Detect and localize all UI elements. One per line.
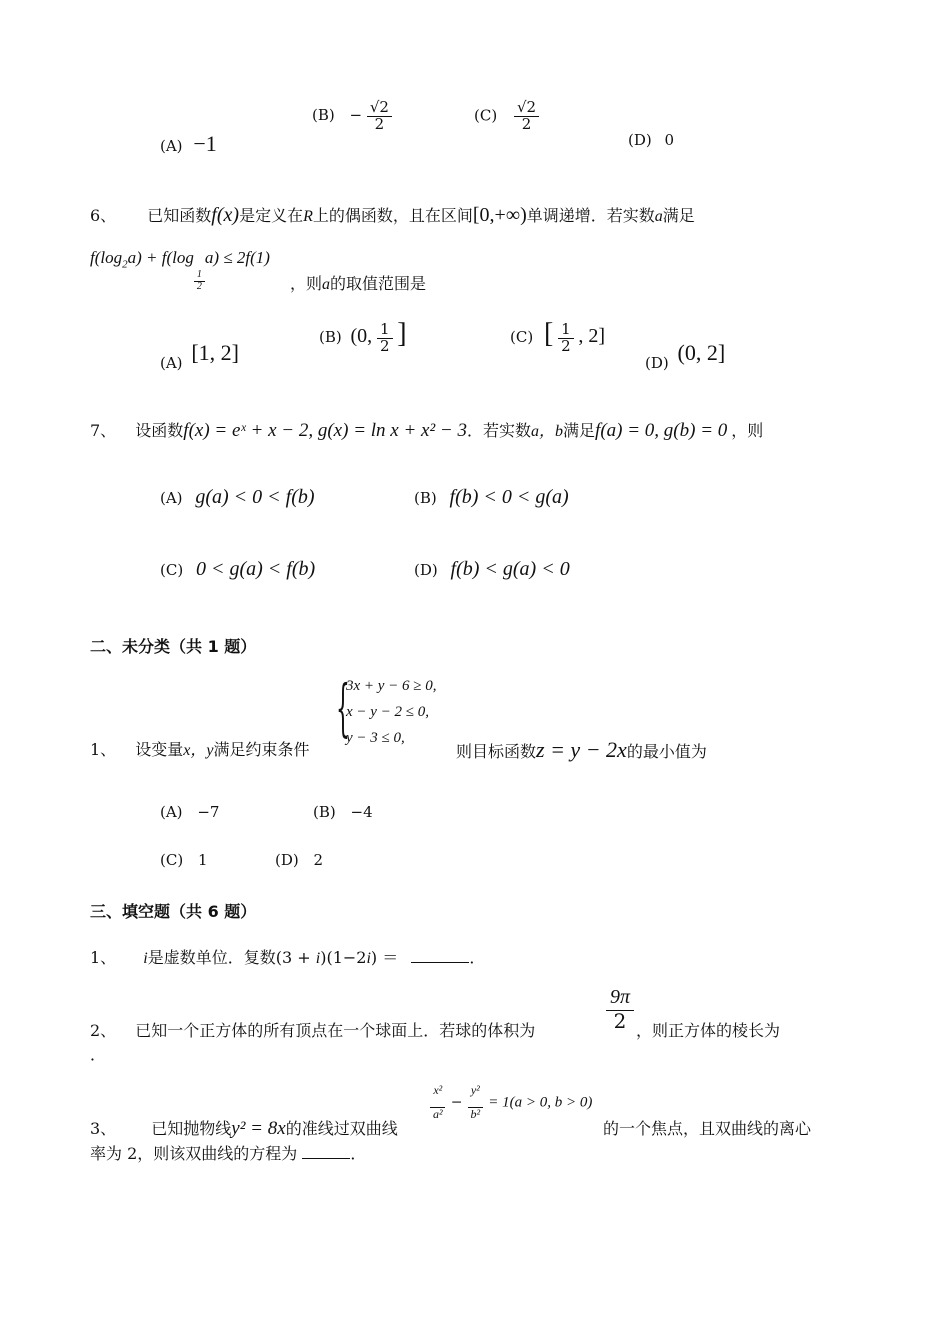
inequality-part: a) + f(log [127,248,194,267]
section3-question-3-line-1 [90,1116,398,1140]
fraction-denominator: 2 [196,280,202,292]
variable: i [315,950,321,967]
fraction-denominator: 2 [379,336,390,355]
question-text: 已知函数 [147,206,212,225]
option-label: (A) [160,489,183,507]
option-fraction [377,319,393,355]
fraction-numerator: 1 [377,322,393,339]
constraint-2: x − y − 2 ≤ 0, [346,704,430,720]
question-text: )(1−2 [320,948,367,967]
inequality [90,248,270,292]
question-text: ． [350,1144,367,1163]
section3-question-3-line-1-tail [603,1116,811,1139]
variable: i [143,950,148,967]
q7-option-d [414,558,570,581]
option-value: f(b) < 0 < g(a) [449,486,569,508]
interval-open: (0, [350,325,373,347]
variables: x，y [183,742,214,759]
question-text: ． [469,948,486,967]
q5-option-c [474,100,539,133]
fraction-numerator: 1 [558,322,574,339]
question-text: 满足约束条件 [213,740,310,759]
question-text: 的一个焦点，且双曲线的离心 [603,1119,812,1138]
q7-option-c [160,558,315,581]
fraction-denominator: b² [470,1106,481,1121]
minus-sign: − [349,106,363,125]
section3-question-2 [90,1018,535,1041]
question-text: 率为 2，则该双曲线的方程为 [90,1144,298,1163]
section3-question-2-end [90,1042,106,1065]
question-text: 的取值范围是 [330,274,427,293]
variable: a [322,276,331,293]
fraction [468,1084,484,1120]
question-text: 满足 [662,206,695,225]
function-notation: f(x) [211,204,240,226]
interval-close: ] [397,318,407,349]
q6-option-b [319,318,407,354]
option-label: (D) [275,851,299,869]
section-heading: 二、未分类（共 1 题） [90,637,257,656]
answer-blank[interactable] [302,1158,350,1159]
variables: a，b [531,423,564,440]
log-base: 2 [122,258,128,271]
option-fraction [367,100,392,133]
option-value: 1 [197,851,208,869]
option-value: 0 < g(a) < f(b) [195,558,316,580]
question-text: 已知一个正方体的所有顶点在一个球面上．若球的体积为 [135,1021,536,1040]
option-value: −1 [193,131,217,156]
option-fraction [514,100,539,133]
q5-option-b [312,100,392,133]
question-number: 6、 [90,206,117,225]
fraction-numerator: 1 [194,270,205,282]
question-text: ． [90,1045,107,1064]
question-text: ，则正方体的棱长为 [636,1021,781,1040]
fraction [606,987,634,1032]
question-text: 是定义在 [239,206,304,225]
fraction-numerator: √2 [367,100,392,117]
option-label: (C) [510,328,534,346]
interval-close: , 2] [578,325,606,347]
option-label: (B) [312,106,335,125]
question-6-line-2-tail [290,271,426,294]
fraction-denominator: 2 [374,114,385,133]
question-text: ．若实数 [467,421,532,440]
inequality-part: f(log [90,248,123,267]
question-text: ，则 [731,421,764,440]
q7-option-b [414,486,569,509]
s2q1-option-d [275,851,323,869]
objective-function: z = y − 2x [536,737,627,762]
question-number: 3、 [90,1119,117,1138]
option-label: (C) [160,561,184,579]
constraint-3: y − 3 ≤ 0, [346,730,405,746]
question-7 [90,418,763,442]
question-text: 单调递增．若实数 [526,206,655,225]
question-text: 的最小值为 [626,742,707,761]
question-text: ) ＝ [370,948,399,967]
parabola-equation: y² = 8x [231,1118,286,1139]
q6-option-a [160,340,239,372]
question-text: 是虚数单位．复数(3 + [147,948,316,967]
option-value: −7 [197,803,220,821]
option-value: 0 [664,131,675,149]
left-brace-icon: { [336,671,350,744]
fraction-denominator: 2 [561,336,571,355]
hyperbola-equation [430,1084,592,1120]
function-formula: f(x) = eˣ + x − 2, g(x) = ln x + x² − 3 [183,420,467,441]
equation-rest: = 1(a > 0, b > 0) [488,1094,593,1111]
question-6-line-2 [90,248,270,292]
fraction-numerator: y² [468,1084,483,1108]
fraction-denominator: 2 [613,1009,627,1033]
option-label: (A) [160,137,183,155]
fraction-numerator: 9π [606,987,634,1011]
fraction-denominator: 2 [521,114,532,133]
section2-question-1-tail [456,737,707,763]
fraction [430,1084,446,1120]
fraction-numerator: x² [430,1084,445,1108]
option-label: (B) [414,489,437,507]
option-label: (A) [160,354,183,372]
s2q1-option-c [160,851,208,869]
option-value: [1, 2] [191,340,239,365]
question-number: 1、 [90,740,117,759]
q5-option-a [160,131,217,157]
section3-question-3-line-2 [90,1141,366,1164]
q6-option-d [645,340,726,372]
question-number: 7、 [90,421,117,440]
question-text: 的准线过双曲线 [285,1119,398,1138]
interval-open: [ [543,318,554,349]
option-label: (B) [319,328,342,346]
volume-fraction [606,987,634,1032]
fraction-numerator: √2 [514,100,539,117]
section2-question-1-lead [90,737,310,760]
question-text: ，则 [290,274,323,293]
option-value: 2 [313,851,324,869]
question-text: 则目标函数 [456,742,537,761]
section-heading: 三、填空题（共 6 题） [90,902,257,921]
question-text: 设函数 [135,421,184,440]
question-text: 设变量 [135,740,184,759]
condition-formula: f(a) = 0, g(b) = 0 [595,420,728,441]
question-number: 1、 [90,948,117,967]
variable: i [366,950,371,967]
question-text: 上的偶函数，且在区间 [312,206,473,225]
option-value: f(b) < g(a) < 0 [450,558,570,580]
constraint-system [336,671,437,751]
q7-option-a [160,486,315,509]
variable: a [654,208,663,225]
option-label: (A) [160,803,183,821]
option-label: (B) [313,803,336,821]
option-label: (C) [160,851,184,869]
question-text: 已知抛物线 [151,1119,232,1138]
set-symbol: R [303,208,313,225]
inequality-part: a) ≤ 2f(1) [204,248,270,267]
log-base-fraction [194,270,205,292]
option-value: (0, 2] [677,340,726,365]
s2q1-option-a [160,803,219,821]
q6-option-c [510,318,605,354]
s2q1-option-b [313,803,373,821]
option-label: (D) [628,131,652,149]
question-6-line-1 [90,203,695,227]
interval: [0,+∞) [472,204,527,226]
section3-question-2-tail [636,1018,780,1041]
constraint-1: 3x + y − 6 ≥ 0, [346,678,437,694]
question-text: 满足 [563,421,596,440]
section3-question-1 [90,945,485,968]
option-value: g(a) < 0 < f(b) [195,486,315,508]
fraction-denominator: a² [433,1106,443,1121]
option-fraction [558,319,574,355]
option-value: −4 [350,803,373,821]
option-label: (D) [414,561,438,579]
q5-option-d [628,131,674,149]
minus-sign: − [450,1094,463,1111]
answer-blank[interactable] [411,962,469,963]
question-number: 2、 [90,1021,117,1040]
option-label: (D) [645,354,669,372]
option-label: (C) [474,106,498,125]
